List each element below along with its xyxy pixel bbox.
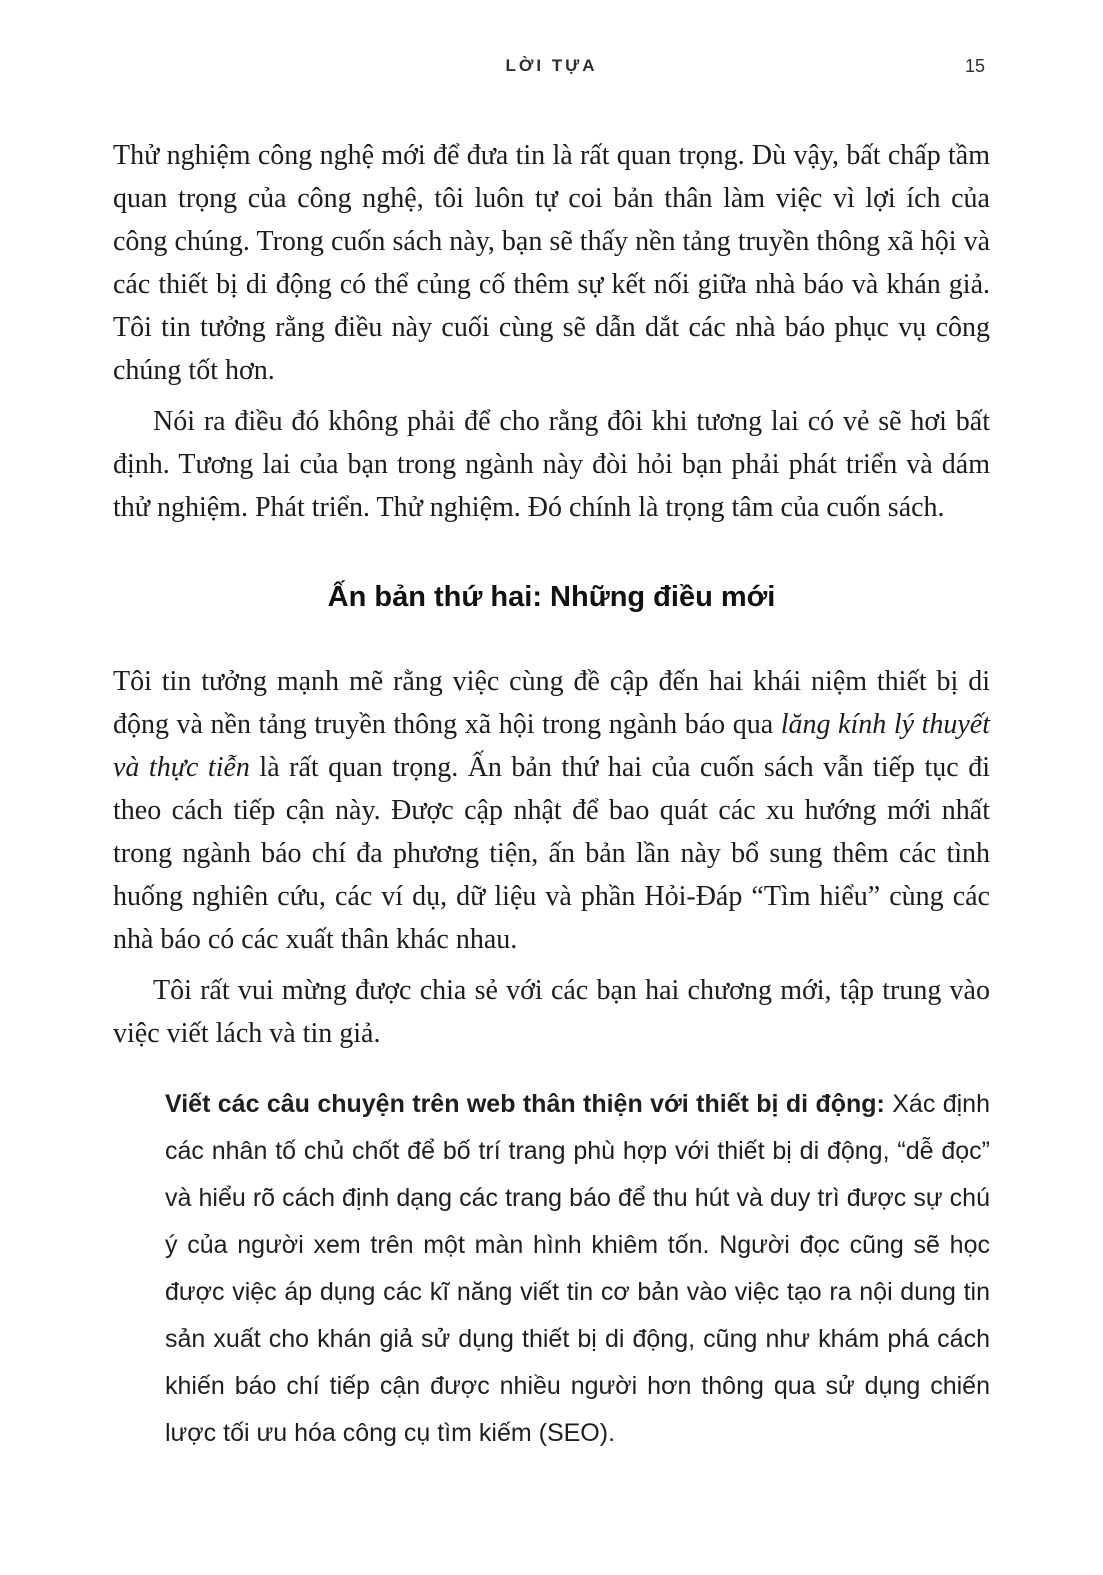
- paragraph-4: Tôi rất vui mừng được chia sẻ với các bạn hai chương mới, tập trung vào việc viết lách và tin giả.: [113, 975, 990, 1049]
- paragraph-3: [113, 660, 990, 961]
- page-content: [0, 134, 1103, 1457]
- page-number: 15: [964, 56, 985, 76]
- feature-block-text: Xác định các nhân tố chủ chốt để bố trí trang phù hợp với thiết bị di động, “dễ đọc” và hiểu rõ cách định dạng các trang báo để thu hút và duy trì được sự chú ý của người xem trên một màn hình khiêm tốn. Người đọc cũng sẽ học được việc áp dụng các kĩ năng viết tin cơ bản vào việc tạo ra nội dung tin sản xuất cho khán giả sử dụng thiết bị di động, cũng như khám phá cách khiến báo chí tiếp cận được nhiều người hơn thông qua sử dụng chiến lược tối ưu hóa công cụ tìm kiếm (SEO).: [165, 1090, 990, 1447]
- section-heading: Ấn bản thứ hai: Những điều mới: [327, 581, 776, 613]
- paragraph-2: Nói ra điều đó không phải để cho rằng đôi khi tương lai có vẻ sẽ hơi bất định. Tương lai của bạn trong ngành này đòi hỏi bạn phải phát triển và dám thử nghiệm. Phát triển. Thử nghiệm. Đó chính là trọng tâm của cuốn sách.: [113, 406, 990, 523]
- paragraph-3-lead: Tôi tin tưởng mạnh mẽ rằng việc cùng đề cập đến hai khái niệm thiết bị di động và nền tảng truyền thông xã hội trong ngành báo qua: [113, 666, 990, 740]
- paragraph-3-tail: là rất quan trọng. Ấn bản thứ hai của cuốn sách vẫn tiếp tục đi theo cách tiếp cận này. Được cập nhật để bao quát các xu hướng mới nhất trong ngành báo chí đa phương tiện, ấn bản lần này bổ sung thêm các tình huống nghiên cứu, các ví dụ, dữ liệu và phần Hỏi-Đáp “Tìm hiểu” cùng các nhà báo có các xuất thân khác nhau.: [113, 752, 990, 955]
- page-header: [0, 0, 1103, 86]
- running-head-title: LỜI TỰA: [505, 56, 598, 75]
- feature-block-lead: Viết các câu chuyện trên web thân thiện với thiết bị di động:: [165, 1090, 885, 1118]
- paragraph-1: Thử nghiệm công nghệ mới để đưa tin là rất quan trọng. Dù vậy, bất chấp tầm quan trọng của công nghệ, tôi luôn tự coi bản thân làm việc vì lợi ích của công chúng. Trong cuốn sách này, bạn sẽ thấy nền tảng truyền thông xã hội và các thiết bị di động có thể củng cố thêm sự kết nối giữa nhà báo và khán giả. Tôi tin tưởng rằng điều này cuối cùng sẽ dẫn dắt các nhà báo phục vụ công chúng tốt hơn.: [113, 140, 990, 386]
- feature-block-paragraph: [165, 1081, 990, 1457]
- paragraph-3-italic-phrase: lăng kính lý thuyết và thực tiễn: [113, 709, 991, 783]
